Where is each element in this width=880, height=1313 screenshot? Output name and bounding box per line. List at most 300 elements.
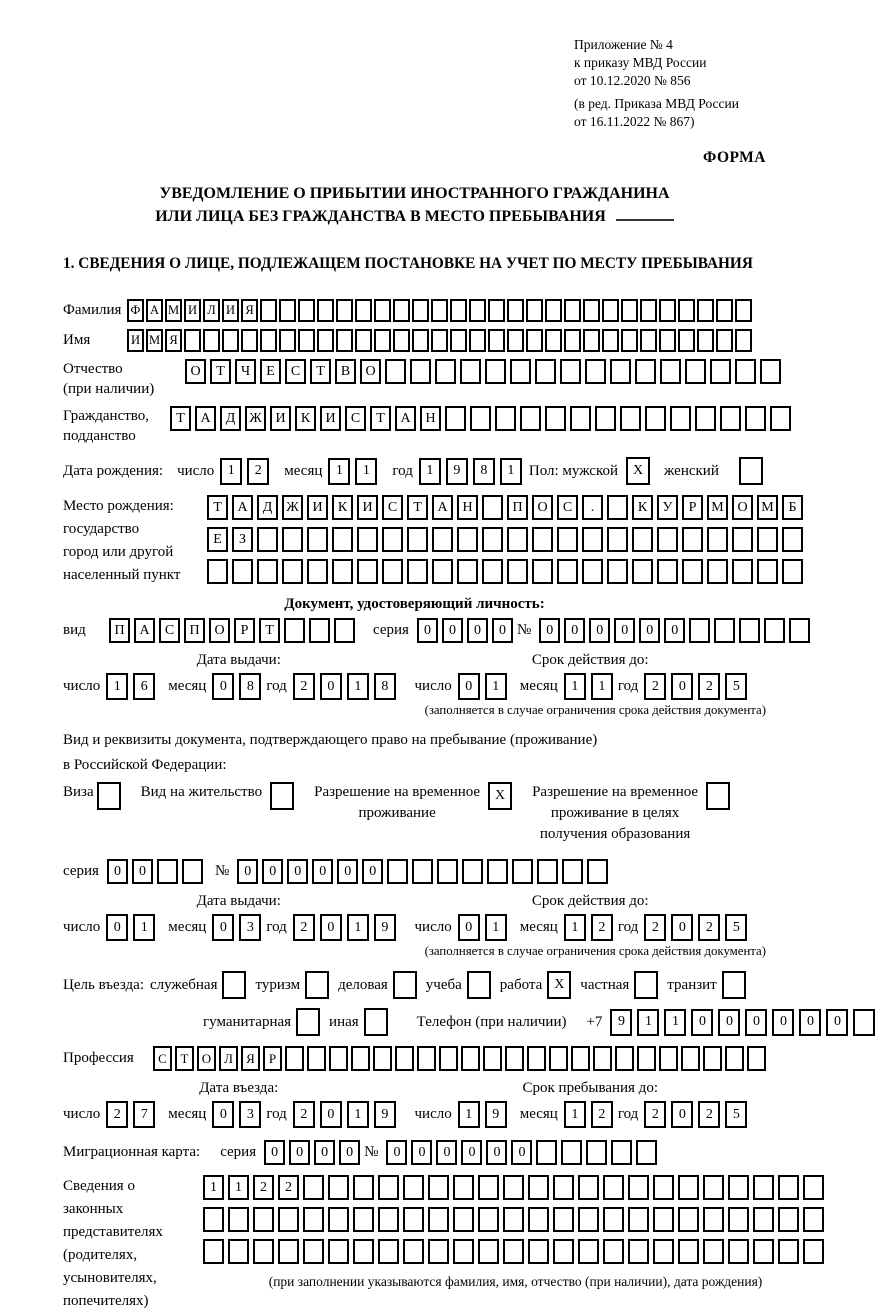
char-cell[interactable]: 8 xyxy=(374,673,396,700)
char-cell[interactable] xyxy=(437,859,458,884)
char-cell[interactable] xyxy=(578,1239,599,1264)
char-cell[interactable]: 9 xyxy=(374,1101,396,1128)
char-cell[interactable] xyxy=(678,329,695,352)
char-cell[interactable] xyxy=(637,1046,656,1071)
char-cell[interactable] xyxy=(378,1239,399,1264)
char-cell[interactable]: . xyxy=(582,495,603,520)
char-cell[interactable]: 0 xyxy=(799,1009,821,1036)
char-cell[interactable]: 0 xyxy=(237,859,258,884)
char-cell[interactable]: 9 xyxy=(610,1009,632,1036)
char-cell[interactable]: 0 xyxy=(671,1101,693,1128)
char-cell[interactable]: 3 xyxy=(239,1101,261,1128)
char-cell[interactable] xyxy=(557,527,578,552)
char-cell[interactable]: Т xyxy=(310,359,331,384)
char-cell[interactable] xyxy=(478,1239,499,1264)
char-cell[interactable] xyxy=(260,329,277,352)
char-cell[interactable] xyxy=(403,1239,424,1264)
char-cell[interactable] xyxy=(467,971,491,999)
char-cell[interactable] xyxy=(298,299,315,322)
char-cell[interactable] xyxy=(222,329,239,352)
char-cell[interactable]: 0 xyxy=(539,618,560,643)
char-cell[interactable] xyxy=(278,1207,299,1232)
char-cell[interactable]: О xyxy=(185,359,206,384)
char-cell[interactable] xyxy=(603,1175,624,1200)
char-cell[interactable] xyxy=(607,495,628,520)
char-cell[interactable] xyxy=(640,329,657,352)
char-cell[interactable] xyxy=(615,1046,634,1071)
char-cell[interactable] xyxy=(207,559,228,584)
char-cell[interactable] xyxy=(328,1207,349,1232)
char-cell[interactable] xyxy=(782,559,803,584)
char-cell[interactable] xyxy=(695,406,716,431)
char-cell[interactable] xyxy=(659,1046,678,1071)
char-cell[interactable] xyxy=(182,859,203,884)
char-cell[interactable]: 2 xyxy=(644,673,666,700)
char-cell[interactable]: 2 xyxy=(247,458,269,485)
char-cell[interactable] xyxy=(561,1140,582,1165)
char-cell[interactable] xyxy=(716,299,733,322)
char-cell[interactable]: 1 xyxy=(485,673,507,700)
char-cell[interactable] xyxy=(560,359,581,384)
char-cell[interactable] xyxy=(659,329,676,352)
char-cell[interactable] xyxy=(632,559,653,584)
char-cell[interactable] xyxy=(545,329,562,352)
char-cell[interactable] xyxy=(657,527,678,552)
char-cell[interactable] xyxy=(707,559,728,584)
char-cell[interactable] xyxy=(520,406,541,431)
char-cell[interactable]: 6 xyxy=(133,673,155,700)
char-cell[interactable] xyxy=(488,299,505,322)
char-cell[interactable]: 0 xyxy=(262,859,283,884)
char-cell[interactable]: 0 xyxy=(671,914,693,941)
char-cell[interactable] xyxy=(728,1239,749,1264)
char-cell[interactable] xyxy=(602,329,619,352)
char-cell[interactable] xyxy=(732,559,753,584)
char-cell[interactable] xyxy=(640,299,657,322)
char-cell[interactable] xyxy=(417,1046,436,1071)
char-cell[interactable] xyxy=(764,618,785,643)
char-cell[interactable] xyxy=(587,859,608,884)
char-cell[interactable] xyxy=(660,359,681,384)
char-cell[interactable] xyxy=(253,1239,274,1264)
char-cell[interactable] xyxy=(278,1239,299,1264)
char-cell[interactable]: 0 xyxy=(664,618,685,643)
char-cell[interactable] xyxy=(303,1207,324,1232)
char-cell[interactable] xyxy=(351,1046,370,1071)
char-cell[interactable] xyxy=(578,1175,599,1200)
char-cell[interactable]: 2 xyxy=(293,673,315,700)
char-cell[interactable] xyxy=(284,618,305,643)
char-cell[interactable]: 0 xyxy=(511,1140,532,1165)
char-cell[interactable]: 0 xyxy=(458,914,480,941)
char-cell[interactable]: 0 xyxy=(132,859,153,884)
char-cell[interactable] xyxy=(282,527,303,552)
char-cell[interactable]: Я xyxy=(241,1046,260,1071)
char-cell[interactable] xyxy=(549,1046,568,1071)
char-cell[interactable] xyxy=(184,329,201,352)
char-cell[interactable] xyxy=(503,1207,524,1232)
char-cell[interactable] xyxy=(510,359,531,384)
char-cell[interactable]: 0 xyxy=(772,1009,794,1036)
char-cell[interactable]: Т xyxy=(407,495,428,520)
char-cell[interactable]: 0 xyxy=(671,673,693,700)
char-cell[interactable] xyxy=(478,1175,499,1200)
char-cell[interactable] xyxy=(583,299,600,322)
char-cell[interactable] xyxy=(393,299,410,322)
char-cell[interactable] xyxy=(607,559,628,584)
char-cell[interactable] xyxy=(97,782,121,810)
char-cell[interactable]: 0 xyxy=(264,1140,285,1165)
char-cell[interactable] xyxy=(621,329,638,352)
char-cell[interactable] xyxy=(803,1175,824,1200)
char-cell[interactable]: З xyxy=(232,527,253,552)
char-cell[interactable]: 2 xyxy=(698,914,720,941)
char-cell[interactable]: 2 xyxy=(644,1101,666,1128)
char-cell[interactable]: 0 xyxy=(411,1140,432,1165)
char-cell[interactable] xyxy=(378,1207,399,1232)
char-cell[interactable] xyxy=(681,1046,700,1071)
char-cell[interactable] xyxy=(735,359,756,384)
char-cell[interactable]: 7 xyxy=(133,1101,155,1128)
char-cell[interactable] xyxy=(703,1175,724,1200)
char-cell[interactable] xyxy=(435,359,456,384)
char-cell[interactable] xyxy=(222,971,246,999)
char-cell[interactable]: 2 xyxy=(278,1175,299,1200)
char-cell[interactable] xyxy=(279,299,296,322)
char-cell[interactable] xyxy=(241,329,258,352)
char-cell[interactable] xyxy=(603,1239,624,1264)
char-cell[interactable]: 2 xyxy=(106,1101,128,1128)
char-cell[interactable]: А xyxy=(146,299,163,322)
char-cell[interactable] xyxy=(257,527,278,552)
char-cell[interactable] xyxy=(453,1239,474,1264)
char-cell[interactable]: 0 xyxy=(564,618,585,643)
char-cell[interactable] xyxy=(374,329,391,352)
char-cell[interactable] xyxy=(685,359,706,384)
char-cell[interactable] xyxy=(512,859,533,884)
char-cell[interactable]: 1 xyxy=(203,1175,224,1200)
char-cell[interactable] xyxy=(583,329,600,352)
char-cell[interactable]: А xyxy=(232,495,253,520)
char-cell[interactable] xyxy=(745,406,766,431)
char-cell[interactable] xyxy=(564,299,581,322)
char-cell[interactable] xyxy=(645,406,666,431)
char-cell[interactable]: X xyxy=(488,782,512,810)
char-cell[interactable]: 1 xyxy=(347,914,369,941)
char-cell[interactable] xyxy=(653,1207,674,1232)
char-cell[interactable]: П xyxy=(184,618,205,643)
char-cell[interactable] xyxy=(728,1175,749,1200)
char-cell[interactable]: Е xyxy=(207,527,228,552)
char-cell[interactable] xyxy=(537,859,558,884)
char-cell[interactable]: Т xyxy=(207,495,228,520)
char-cell[interactable] xyxy=(507,559,528,584)
char-cell[interactable] xyxy=(403,1175,424,1200)
char-cell[interactable]: В xyxy=(335,359,356,384)
char-cell[interactable]: 0 xyxy=(745,1009,767,1036)
char-cell[interactable]: П xyxy=(507,495,528,520)
char-cell[interactable] xyxy=(778,1175,799,1200)
char-cell[interactable]: 2 xyxy=(253,1175,274,1200)
char-cell[interactable] xyxy=(782,527,803,552)
char-cell[interactable] xyxy=(632,527,653,552)
char-cell[interactable]: Т xyxy=(210,359,231,384)
char-cell[interactable] xyxy=(393,329,410,352)
char-cell[interactable] xyxy=(355,299,372,322)
char-cell[interactable] xyxy=(728,1207,749,1232)
char-cell[interactable] xyxy=(228,1239,249,1264)
char-cell[interactable]: И xyxy=(307,495,328,520)
char-cell[interactable] xyxy=(334,618,355,643)
char-cell[interactable] xyxy=(720,406,741,431)
char-cell[interactable]: А xyxy=(432,495,453,520)
char-cell[interactable]: 0 xyxy=(107,859,128,884)
char-cell[interactable] xyxy=(753,1175,774,1200)
char-cell[interactable]: 0 xyxy=(486,1140,507,1165)
char-cell[interactable]: 0 xyxy=(417,618,438,643)
char-cell[interactable] xyxy=(803,1207,824,1232)
char-cell[interactable]: 2 xyxy=(293,914,315,941)
char-cell[interactable] xyxy=(611,1140,632,1165)
char-cell[interactable]: А xyxy=(195,406,216,431)
char-cell[interactable] xyxy=(716,329,733,352)
char-cell[interactable]: Т xyxy=(259,618,280,643)
char-cell[interactable] xyxy=(378,1175,399,1200)
char-cell[interactable]: 0 xyxy=(691,1009,713,1036)
char-cell[interactable]: С xyxy=(285,359,306,384)
char-cell[interactable]: 0 xyxy=(287,859,308,884)
char-cell[interactable]: 0 xyxy=(614,618,635,643)
char-cell[interactable]: О xyxy=(732,495,753,520)
char-cell[interactable]: И xyxy=(222,299,239,322)
char-cell[interactable] xyxy=(428,1207,449,1232)
char-cell[interactable] xyxy=(462,859,483,884)
char-cell[interactable]: 0 xyxy=(212,673,234,700)
char-cell[interactable] xyxy=(373,1046,392,1071)
char-cell[interactable] xyxy=(571,1046,590,1071)
char-cell[interactable] xyxy=(789,618,810,643)
char-cell[interactable]: С xyxy=(159,618,180,643)
char-cell[interactable]: 3 xyxy=(239,914,261,941)
char-cell[interactable]: Р xyxy=(682,495,703,520)
char-cell[interactable]: 0 xyxy=(386,1140,407,1165)
char-cell[interactable]: 0 xyxy=(320,673,342,700)
char-cell[interactable]: 0 xyxy=(467,618,488,643)
char-cell[interactable] xyxy=(260,299,277,322)
char-cell[interactable] xyxy=(385,359,406,384)
char-cell[interactable] xyxy=(682,559,703,584)
char-cell[interactable] xyxy=(439,1046,458,1071)
char-cell[interactable]: 9 xyxy=(485,1101,507,1128)
char-cell[interactable] xyxy=(253,1207,274,1232)
char-cell[interactable] xyxy=(482,527,503,552)
char-cell[interactable]: 2 xyxy=(591,914,613,941)
char-cell[interactable] xyxy=(653,1175,674,1200)
char-cell[interactable] xyxy=(482,559,503,584)
char-cell[interactable] xyxy=(203,1207,224,1232)
char-cell[interactable] xyxy=(329,1046,348,1071)
char-cell[interactable] xyxy=(505,1046,524,1071)
char-cell[interactable]: Ж xyxy=(245,406,266,431)
char-cell[interactable] xyxy=(307,559,328,584)
char-cell[interactable] xyxy=(753,1207,774,1232)
char-cell[interactable]: 1 xyxy=(591,673,613,700)
char-cell[interactable] xyxy=(621,299,638,322)
char-cell[interactable] xyxy=(607,527,628,552)
char-cell[interactable] xyxy=(526,329,543,352)
char-cell[interactable]: С xyxy=(153,1046,172,1071)
char-cell[interactable] xyxy=(382,527,403,552)
char-cell[interactable] xyxy=(582,559,603,584)
char-cell[interactable]: Л xyxy=(219,1046,238,1071)
char-cell[interactable] xyxy=(307,527,328,552)
char-cell[interactable]: 8 xyxy=(239,673,261,700)
char-cell[interactable] xyxy=(469,329,486,352)
char-cell[interactable] xyxy=(228,1207,249,1232)
char-cell[interactable]: 0 xyxy=(106,914,128,941)
char-cell[interactable]: Т xyxy=(370,406,391,431)
char-cell[interactable]: 0 xyxy=(362,859,383,884)
char-cell[interactable] xyxy=(328,1239,349,1264)
char-cell[interactable] xyxy=(620,406,641,431)
char-cell[interactable]: 0 xyxy=(826,1009,848,1036)
char-cell[interactable] xyxy=(585,359,606,384)
char-cell[interactable] xyxy=(353,1239,374,1264)
char-cell[interactable] xyxy=(526,299,543,322)
char-cell[interactable]: 1 xyxy=(485,914,507,941)
char-cell[interactable] xyxy=(689,618,710,643)
char-cell[interactable] xyxy=(757,527,778,552)
char-cell[interactable] xyxy=(487,859,508,884)
char-cell[interactable] xyxy=(279,329,296,352)
char-cell[interactable]: 1 xyxy=(564,673,586,700)
char-cell[interactable] xyxy=(678,1207,699,1232)
char-cell[interactable] xyxy=(412,859,433,884)
char-cell[interactable] xyxy=(485,359,506,384)
char-cell[interactable] xyxy=(357,527,378,552)
char-cell[interactable] xyxy=(557,559,578,584)
char-cell[interactable] xyxy=(431,299,448,322)
char-cell[interactable]: А xyxy=(134,618,155,643)
char-cell[interactable] xyxy=(445,406,466,431)
char-cell[interactable] xyxy=(285,1046,304,1071)
char-cell[interactable] xyxy=(453,1207,474,1232)
char-cell[interactable] xyxy=(682,527,703,552)
char-cell[interactable] xyxy=(528,1175,549,1200)
char-cell[interactable] xyxy=(450,329,467,352)
char-cell[interactable] xyxy=(353,1175,374,1200)
char-cell[interactable] xyxy=(303,1239,324,1264)
char-cell[interactable]: О xyxy=(197,1046,216,1071)
char-cell[interactable] xyxy=(328,1175,349,1200)
char-cell[interactable] xyxy=(528,1239,549,1264)
char-cell[interactable]: 0 xyxy=(337,859,358,884)
char-cell[interactable]: 1 xyxy=(564,914,586,941)
char-cell[interactable] xyxy=(403,1207,424,1232)
char-cell[interactable] xyxy=(657,559,678,584)
char-cell[interactable]: 1 xyxy=(228,1175,249,1200)
char-cell[interactable]: С xyxy=(382,495,403,520)
char-cell[interactable] xyxy=(803,1239,824,1264)
char-cell[interactable] xyxy=(232,559,253,584)
char-cell[interactable] xyxy=(460,359,481,384)
char-cell[interactable] xyxy=(453,1175,474,1200)
char-cell[interactable] xyxy=(553,1239,574,1264)
char-cell[interactable]: Л xyxy=(203,299,220,322)
char-cell[interactable] xyxy=(387,859,408,884)
char-cell[interactable]: Р xyxy=(234,618,255,643)
char-cell[interactable] xyxy=(636,1140,657,1165)
char-cell[interactable] xyxy=(450,299,467,322)
char-cell[interactable]: 0 xyxy=(589,618,610,643)
char-cell[interactable]: М xyxy=(146,329,163,352)
char-cell[interactable] xyxy=(407,527,428,552)
char-cell[interactable]: 1 xyxy=(664,1009,686,1036)
char-cell[interactable]: И xyxy=(270,406,291,431)
char-cell[interactable] xyxy=(332,527,353,552)
char-cell[interactable]: 0 xyxy=(718,1009,740,1036)
char-cell[interactable]: Я xyxy=(241,299,258,322)
char-cell[interactable] xyxy=(678,299,695,322)
char-cell[interactable]: М xyxy=(757,495,778,520)
char-cell[interactable]: 0 xyxy=(312,859,333,884)
char-cell[interactable] xyxy=(410,359,431,384)
char-cell[interactable] xyxy=(760,359,781,384)
char-cell[interactable]: X xyxy=(547,971,571,999)
char-cell[interactable]: 1 xyxy=(220,458,242,485)
char-cell[interactable]: К xyxy=(632,495,653,520)
char-cell[interactable]: 9 xyxy=(374,914,396,941)
char-cell[interactable] xyxy=(564,329,581,352)
char-cell[interactable] xyxy=(305,971,329,999)
char-cell[interactable] xyxy=(535,359,556,384)
char-cell[interactable] xyxy=(735,299,752,322)
char-cell[interactable] xyxy=(628,1175,649,1200)
char-cell[interactable]: 1 xyxy=(564,1101,586,1128)
char-cell[interactable] xyxy=(355,329,372,352)
char-cell[interactable]: Н xyxy=(457,495,478,520)
char-cell[interactable] xyxy=(527,1046,546,1071)
char-cell[interactable] xyxy=(336,299,353,322)
char-cell[interactable] xyxy=(393,971,417,999)
char-cell[interactable]: К xyxy=(332,495,353,520)
char-cell[interactable]: О xyxy=(532,495,553,520)
char-cell[interactable]: И xyxy=(357,495,378,520)
char-cell[interactable] xyxy=(203,329,220,352)
char-cell[interactable] xyxy=(407,559,428,584)
char-cell[interactable] xyxy=(714,618,735,643)
char-cell[interactable]: 0 xyxy=(314,1140,335,1165)
char-cell[interactable]: Д xyxy=(257,495,278,520)
char-cell[interactable]: 0 xyxy=(339,1140,360,1165)
char-cell[interactable] xyxy=(309,618,330,643)
char-cell[interactable] xyxy=(757,559,778,584)
char-cell[interactable] xyxy=(778,1239,799,1264)
char-cell[interactable] xyxy=(507,527,528,552)
char-cell[interactable]: 1 xyxy=(500,458,522,485)
char-cell[interactable] xyxy=(507,329,524,352)
char-cell[interactable] xyxy=(503,1175,524,1200)
char-cell[interactable]: 0 xyxy=(436,1140,457,1165)
char-cell[interactable] xyxy=(635,359,656,384)
char-cell[interactable]: 1 xyxy=(106,673,128,700)
char-cell[interactable] xyxy=(428,1239,449,1264)
char-cell[interactable] xyxy=(747,1046,766,1071)
char-cell[interactable] xyxy=(610,359,631,384)
char-cell[interactable]: Т xyxy=(170,406,191,431)
char-cell[interactable] xyxy=(470,406,491,431)
char-cell[interactable]: Ф xyxy=(127,299,144,322)
